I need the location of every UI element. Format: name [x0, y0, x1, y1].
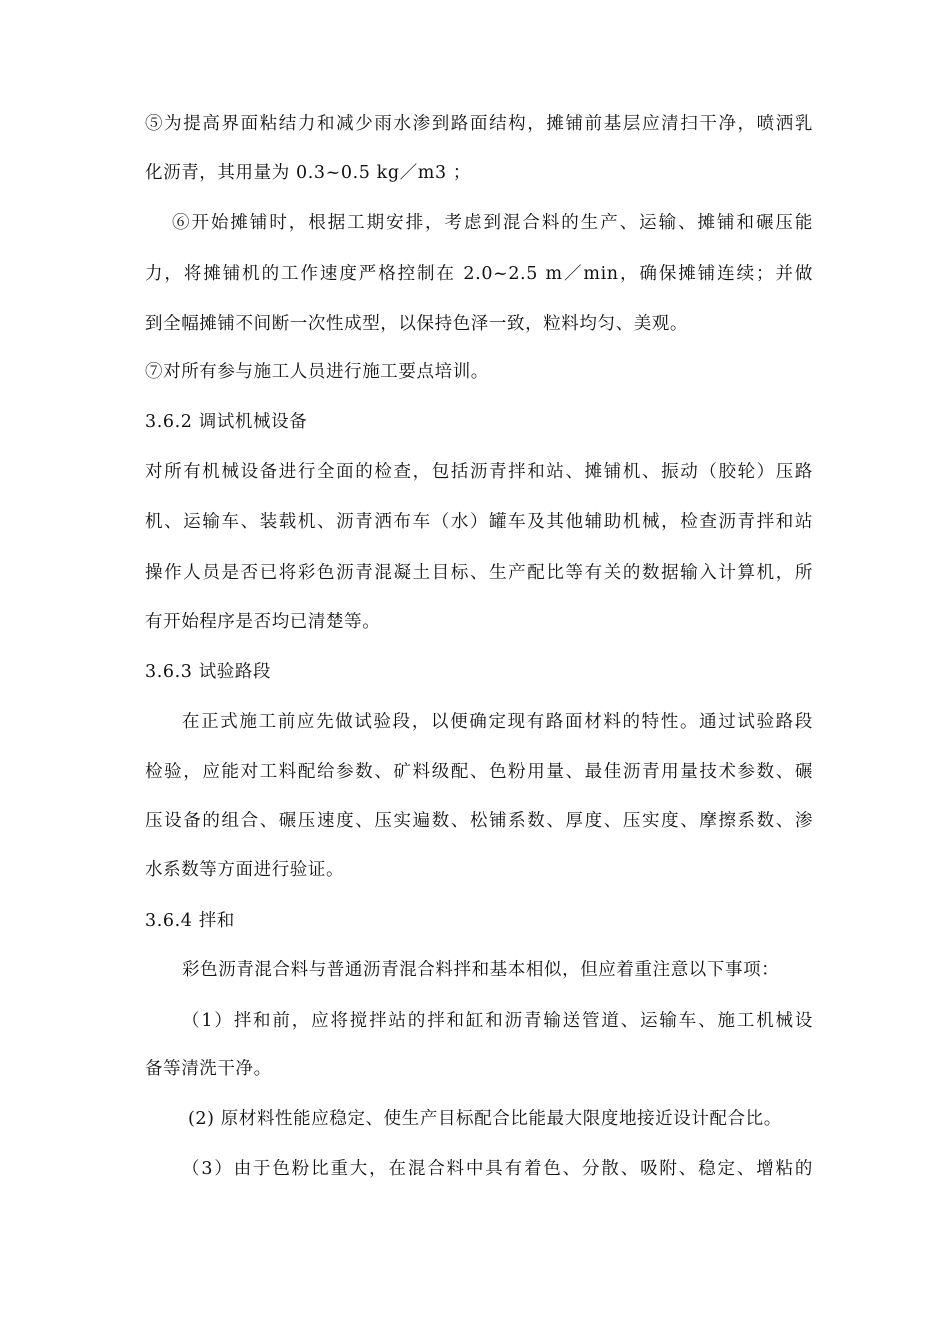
paragraph-line: ⑥开始摊铺时，根据工期安排，考虑到混合料的生产、运输、摊铺和碾压能	[172, 213, 813, 233]
paragraph-line: 压设备的组合、碾压速度、压实遍数、松铺系数、厚度、压实度、摩擦系数、渗	[145, 811, 813, 831]
paragraph-line: （1）拌和前，应将搅拌站的拌和缸和沥青输送管道、运输车、施工机械设	[182, 1011, 813, 1031]
paragraph-line: 备等清洗干净。	[145, 1059, 272, 1079]
paragraph-line: 在正式施工前应先做试验段，以便确定现有路面材料的特性。通过试验路段	[182, 712, 813, 732]
paragraph-line: (2) 原材料性能应稳定、使生产目标配合比能最大限度地接近设计配合比。	[188, 1109, 782, 1129]
paragraph-line: 化沥青，其用量为 0.3~0.5 kg／m3 ；	[145, 163, 471, 183]
paragraph-line: 操作人员是否已将彩色沥青混凝土目标、生产配比等有关的数据输入计算机，所	[145, 563, 813, 583]
section-heading: 3.6.2 调试机械设备	[145, 412, 308, 432]
paragraph-line: 对所有机械设备进行全面的检查，包括沥青拌和站、摊铺机、振动（胶轮）压路	[145, 462, 813, 482]
section-heading: 3.6.4 拌和	[145, 911, 235, 931]
paragraph-line: 检验，应能对工料配给参数、矿料级配、色粉用量、最佳沥青用量技术参数、碾	[145, 762, 813, 782]
paragraph-line: 有开始程序是否均已清楚等。	[145, 612, 381, 632]
paragraph-line: 彩色沥青混合料与普通沥青混合料拌和基本相似，但应着重注意以下事项：	[182, 960, 780, 980]
paragraph-line: （3）由于色粉比重大，在混合料中具有着色、分散、吸附、稳定、增粘的	[182, 1159, 813, 1179]
paragraph-line: 水系数等方面进行验证。	[145, 860, 345, 880]
paragraph-line: ⑤为提高界面粘结力和减少雨水渗到路面结构，摊铺前基层应清扫干净，喷洒乳	[145, 114, 813, 134]
paragraph-line: 机、运输车、装载机、沥青洒布车（水）罐车及其他辅助机械，检查沥青拌和站	[145, 512, 813, 532]
section-heading: 3.6.3 试验路段	[145, 662, 272, 682]
paragraph-line: 力，将摊铺机的工作速度严格控制在 2.0~2.5 m／min，确保摊铺连续；并做	[145, 264, 813, 284]
paragraph-line: 到全幅摊铺不间断一次性成型，以保持色泽一致，粒料均匀、美观。	[145, 314, 688, 334]
paragraph-line: ⑦对所有参与施工人员进行施工要点培训。	[145, 362, 489, 382]
